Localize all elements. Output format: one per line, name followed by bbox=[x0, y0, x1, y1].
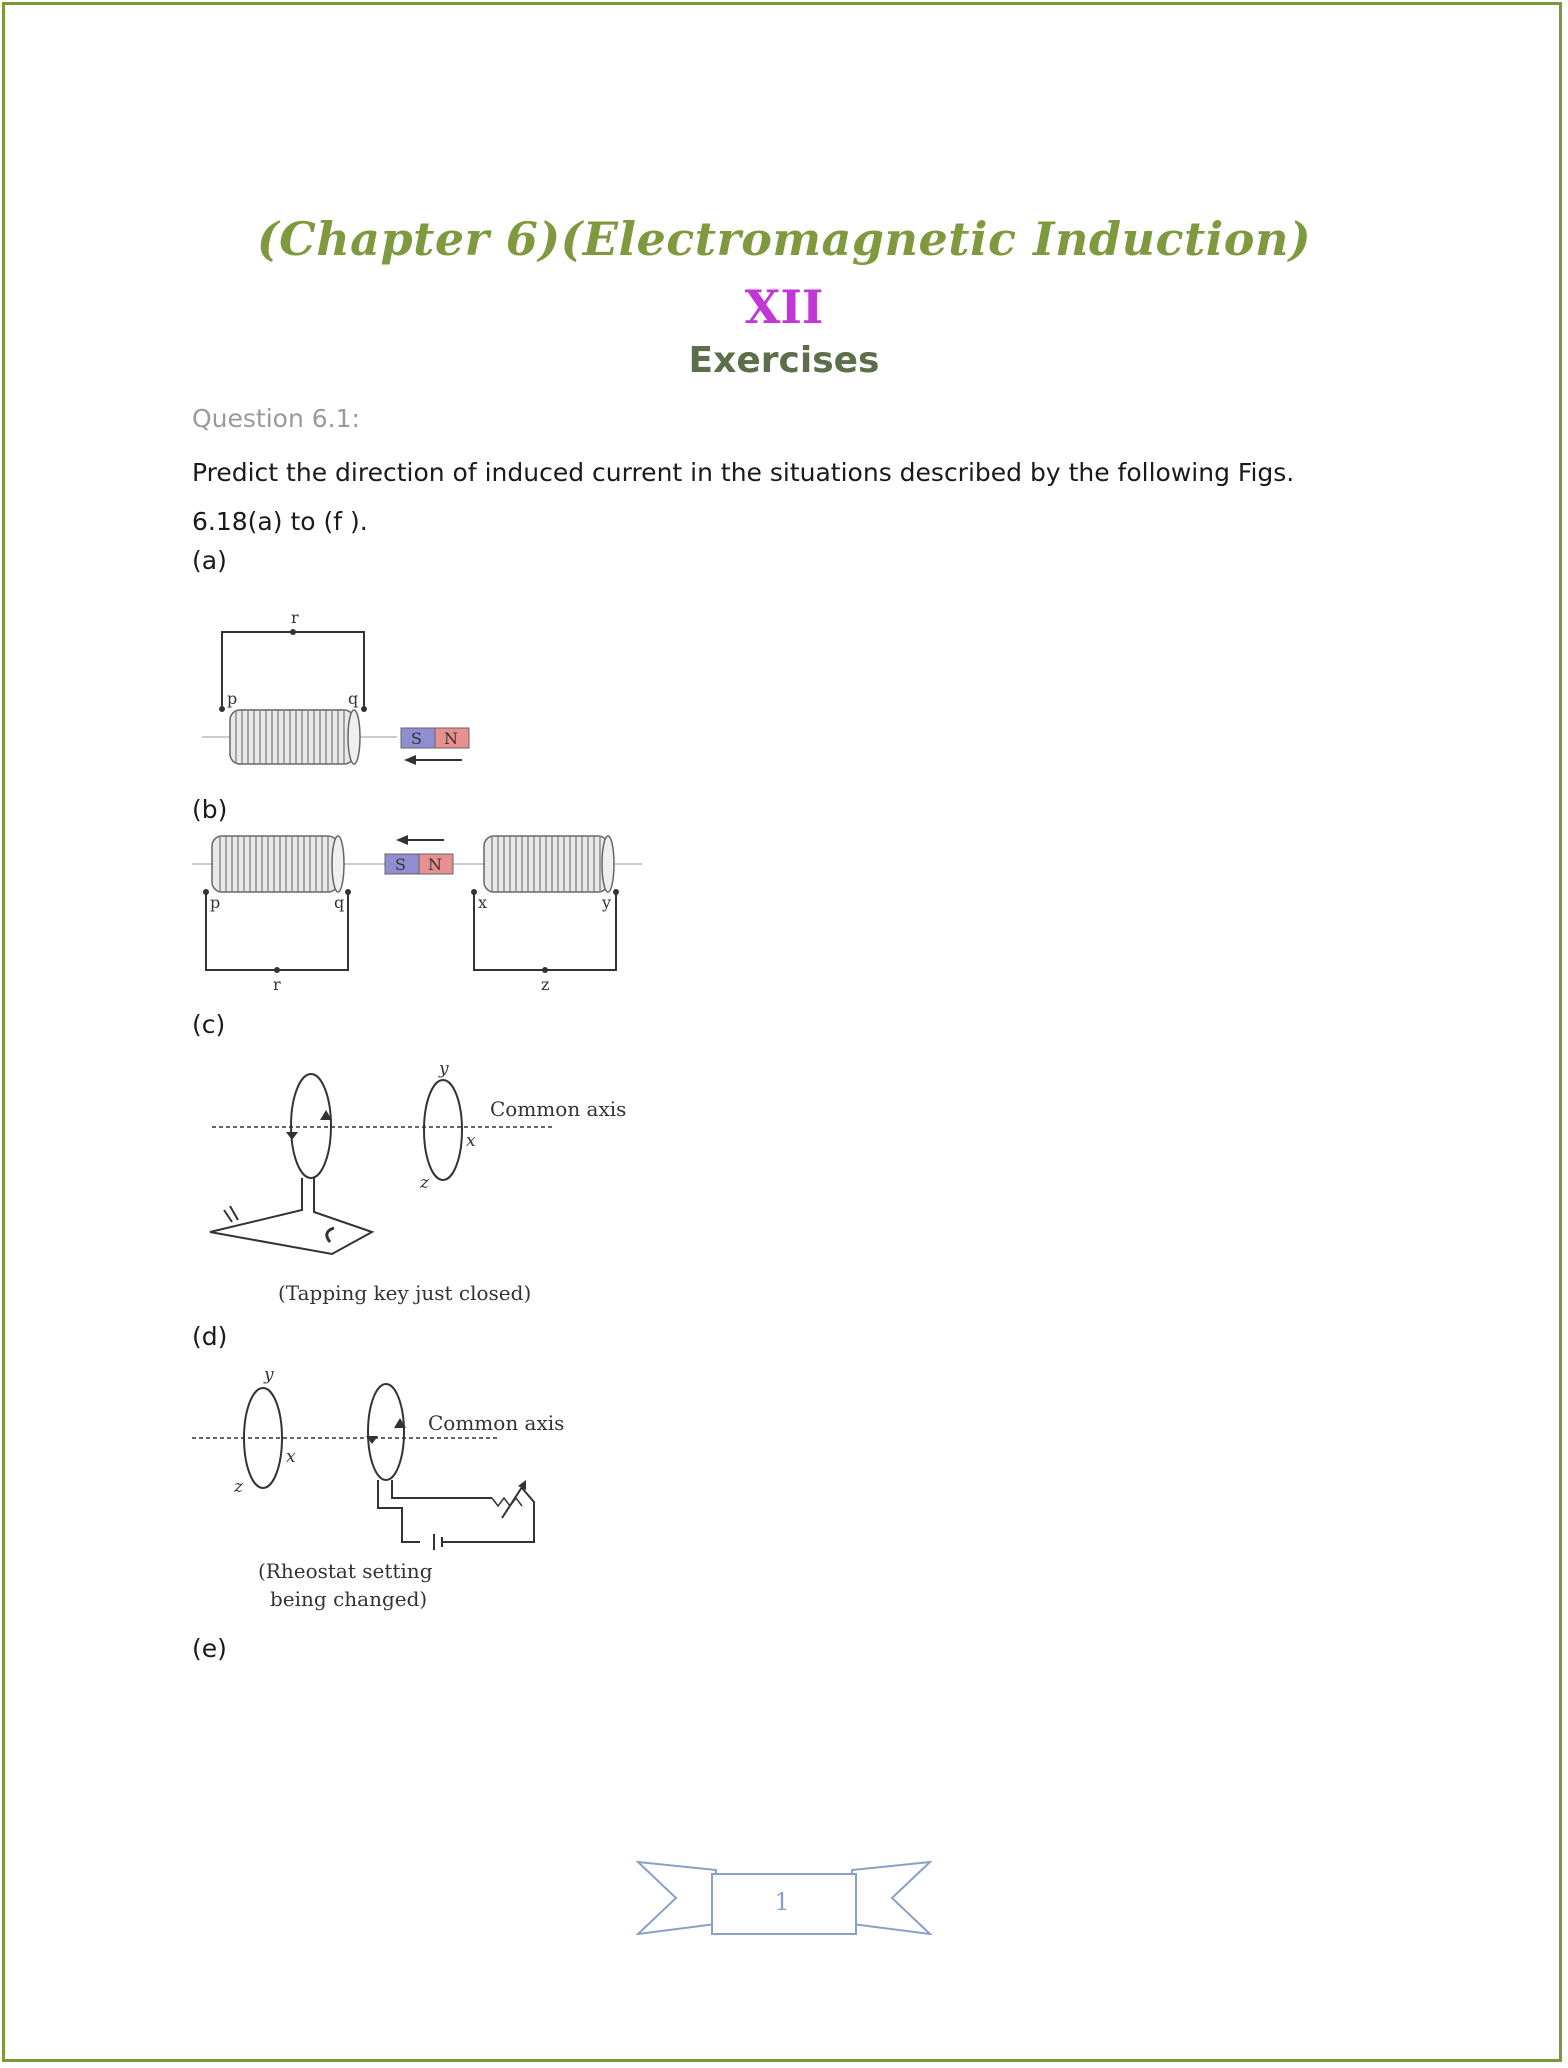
figure-a-diagram bbox=[192, 604, 492, 784]
figure-b-label: (b) bbox=[192, 795, 228, 824]
label-x: x bbox=[478, 893, 488, 912]
label-q: q bbox=[334, 893, 345, 912]
figure-c-caption: (Tapping key just closed) bbox=[278, 1281, 532, 1305]
secondary-loop bbox=[424, 1080, 462, 1180]
figure-a-label: (a) bbox=[192, 546, 227, 575]
page-number: 1 bbox=[774, 1888, 790, 1916]
figure-d-caption-line2: being changed) bbox=[270, 1587, 428, 1611]
label-z: z bbox=[420, 1173, 429, 1193]
motion-arrow-icon bbox=[404, 755, 462, 765]
solenoid bbox=[230, 710, 360, 764]
figure-e-label: (e) bbox=[192, 1634, 227, 1663]
figure-d-diagram bbox=[192, 1362, 592, 1622]
label-y: y bbox=[264, 1365, 274, 1385]
section-heading: Exercises bbox=[688, 340, 880, 381]
label-q: q bbox=[348, 689, 359, 708]
rheostat-icon bbox=[492, 1498, 522, 1506]
chapter-title: (Chapter 6)(Electromagnetic Induction) bbox=[256, 212, 1312, 266]
label-z: z bbox=[541, 975, 550, 994]
label-p: p bbox=[227, 689, 238, 708]
solenoid-left bbox=[212, 836, 344, 892]
primary-loop bbox=[368, 1384, 404, 1480]
question-label: Question 6.1: bbox=[192, 404, 360, 433]
magnet-s-label: S bbox=[395, 855, 406, 874]
label-r: r bbox=[273, 975, 281, 994]
label-z: z bbox=[234, 1477, 243, 1497]
label-y: y bbox=[439, 1059, 449, 1079]
magnet-n-label: N bbox=[428, 855, 442, 874]
figure-c-label: (c) bbox=[192, 1010, 226, 1039]
figure-b bbox=[192, 828, 652, 998]
label-r: r bbox=[291, 608, 299, 627]
primary-loop bbox=[291, 1074, 331, 1178]
grade-label: XII bbox=[744, 280, 824, 334]
motion-arrow-icon bbox=[396, 835, 444, 845]
label-x: x bbox=[286, 1447, 296, 1467]
common-axis-label: Common axis bbox=[428, 1411, 565, 1435]
question-text: Predict the direction of induced current in the situations described by the following Figs. 6.18(a) to (f ). bbox=[192, 458, 1295, 536]
figure-a bbox=[192, 604, 492, 784]
figure-d bbox=[192, 1362, 592, 1622]
figure-b-diagram bbox=[192, 828, 652, 998]
label-x: x bbox=[466, 1131, 476, 1151]
bar-magnet bbox=[401, 728, 469, 748]
tapping-key-icon bbox=[327, 1228, 334, 1242]
figure-d-caption-line1: (Rheostat setting bbox=[258, 1559, 433, 1583]
solenoid-right bbox=[484, 836, 614, 892]
figure-c bbox=[192, 1052, 652, 1312]
common-axis-label: Common axis bbox=[490, 1097, 627, 1121]
point-r bbox=[290, 629, 296, 635]
label-p: p bbox=[210, 893, 221, 912]
magnet-s-label: S bbox=[411, 729, 422, 748]
figure-c-diagram bbox=[192, 1052, 652, 1312]
magnet-n-label: N bbox=[444, 729, 458, 748]
bar-magnet bbox=[385, 854, 453, 874]
label-y: y bbox=[602, 893, 612, 912]
figure-d-label: (d) bbox=[192, 1322, 228, 1351]
